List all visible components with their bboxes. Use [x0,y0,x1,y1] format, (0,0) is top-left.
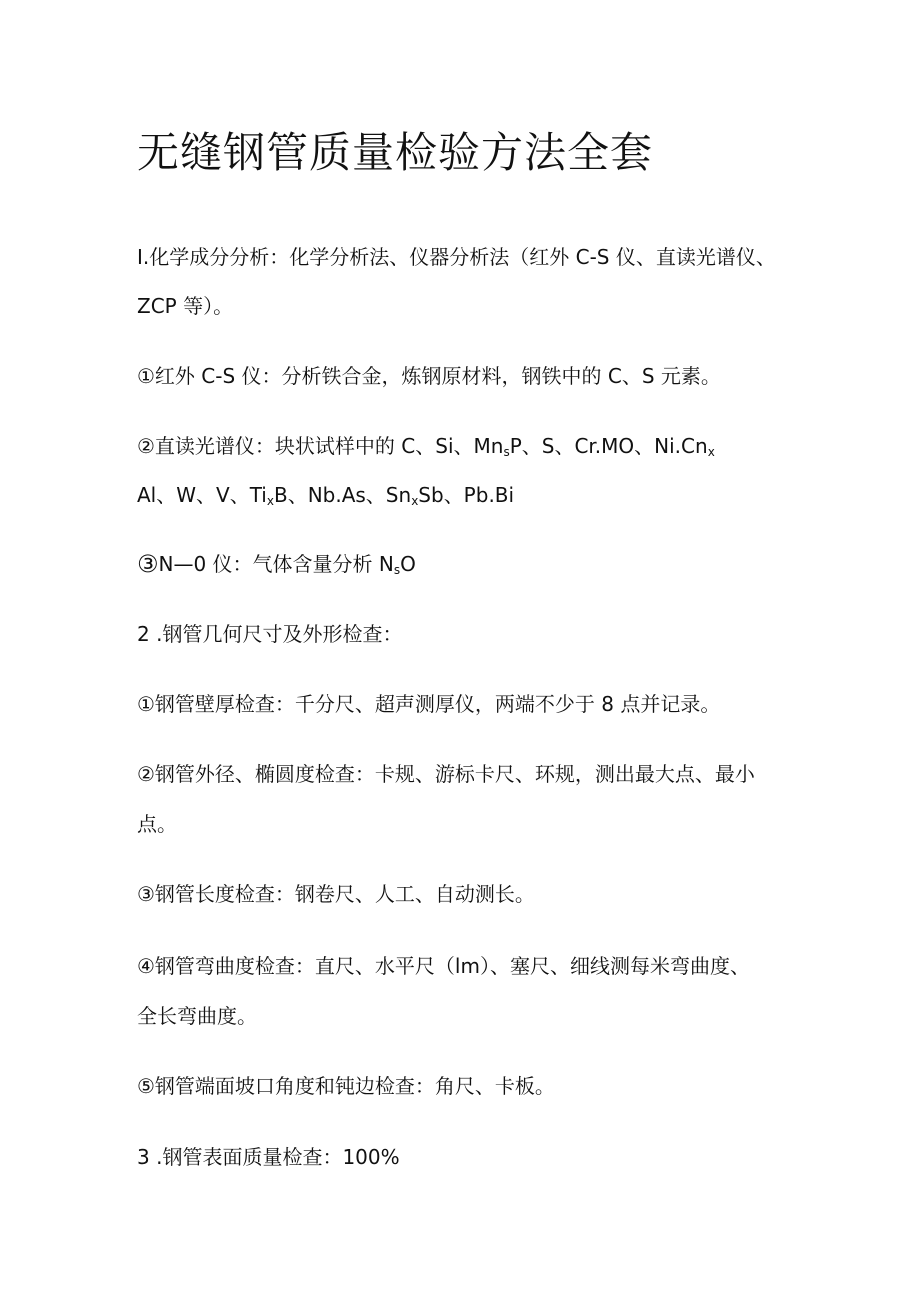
section1-item2-line1 [137,432,715,466]
section2-item4-line2: 全长弯曲度。 [137,1004,257,1028]
item2-separator: x [411,494,419,508]
section2-item4-line1: ④钢管弯曲度检查：直尺、水平尺（lm）、塞尺、细线测每米弯曲度、 [137,954,750,978]
item2-text-e: Sb、Pb.Bi [418,483,515,507]
section2-item5: ⑤钢管端面坡口角度和钝边检查：角尺、卡板。 [137,1074,555,1098]
item2-separator: s [503,445,510,459]
section2-heading: 2 .钢管几何尺寸及外形检查： [137,622,403,646]
item3-marker: ③ [137,550,159,578]
section2-item2-line1: ②钢管外径、椭圆度检查：卡规、游标卡尺、环规，测出最大点、最小 [137,762,755,786]
item3-text-a: N—0 仪：气体含量分析 N [158,552,394,576]
section1-line1: I.化学成分分析：化学分析法、仪器分析法（红外 C-S 仪、直读光谱仪、 [137,245,776,269]
item2-text-b: P、S、Cr.MO、Ni.Cn [509,434,708,458]
document-title: 无缝钢管质量检验方法全套 [137,128,654,177]
section2-item2-line2: 点。 [137,812,177,836]
section1-item2-line2 [137,481,514,515]
item2-separator: x [266,494,274,508]
item2-text-d: B、Nb.As、Sn [273,483,412,507]
section2-item1: ①钢管壁厚检查：千分尺、超声测厚仪，两端不少于 8 点并记录。 [137,692,721,716]
section1-line2: ZCP 等）。 [137,294,234,318]
item3-text-b: O [400,552,416,576]
section2-item3: ③钢管长度检查：钢卷尺、人工、自动测长。 [137,882,535,906]
section1-item3 [137,550,416,584]
item3-separator: s [393,563,401,577]
item2-separator: x [707,445,715,459]
item2-text-a: ②直读光谱仪：块状试样中的 C、Si、Mn [137,434,504,458]
section1-item1: ①红外 C-S 仪：分析铁合金，炼钢原材料，钢铁中的 C、S 元素。 [137,364,721,388]
item2-text-c: Al、W、V、Ti [137,483,267,507]
section3-heading: 3 .钢管表面质量检查：100% [137,1145,400,1169]
